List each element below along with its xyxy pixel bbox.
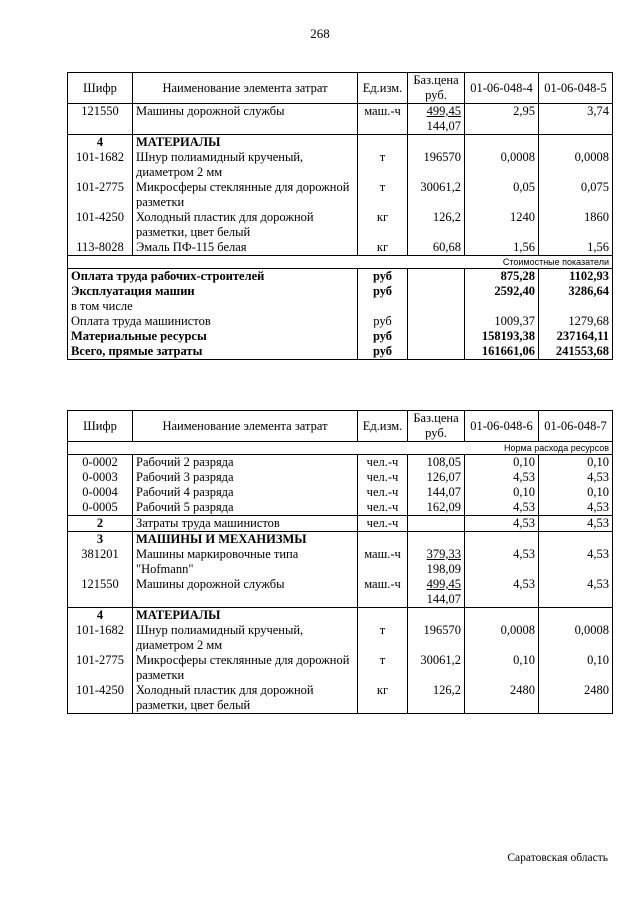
row-value-2 — [539, 532, 613, 548]
summary-price — [408, 284, 465, 299]
summary-value-1: 161661,06 — [465, 344, 539, 360]
header-col-1: 01-06-048-6 — [465, 411, 539, 442]
row-value-1: 2,95 — [465, 104, 539, 135]
table-row — [68, 210, 613, 240]
row-value-2: 4,53 — [539, 470, 613, 485]
row-price: 126,2 — [408, 683, 465, 714]
table-row — [68, 653, 613, 683]
summary-value-2: 241553,68 — [539, 344, 613, 360]
summary-name: Материальные ресурсы — [68, 329, 358, 344]
row-code: 113-8028 — [68, 240, 133, 256]
row-code: 101-2775 — [68, 180, 133, 210]
row-name: Шнур полиамидный крученый, диаметром 2 мм — [133, 150, 358, 180]
row-unit: маш.-ч — [358, 577, 408, 608]
table-row — [68, 150, 613, 180]
row-code: 381201 — [68, 547, 133, 577]
summary-unit: руб — [358, 344, 408, 360]
row-value-1: 0,0008 — [465, 623, 539, 653]
header-col-1: 01-06-048-4 — [465, 73, 539, 104]
row-name: МАТЕРИАЛЫ — [133, 608, 358, 624]
row-unit: т — [358, 150, 408, 180]
row-code: 4 — [68, 608, 133, 624]
row-value-2: 4,53 — [539, 516, 613, 532]
row-value-2: 0,075 — [539, 180, 613, 210]
row-value-2: 2480 — [539, 683, 613, 714]
table-row — [68, 180, 613, 210]
table-row — [68, 455, 613, 471]
row-name: Холодный пластик для дорожной разметки, цвет белый — [133, 683, 358, 714]
header-code: Шифр — [68, 73, 133, 104]
summary-name: Всего, прямые затраты — [68, 344, 358, 360]
row-value-1: 0,10 — [465, 485, 539, 500]
header-price: Баз.цена руб. — [408, 411, 465, 442]
summary-row — [68, 314, 613, 329]
header-col-2: 01-06-048-5 — [539, 73, 613, 104]
summary-value-1: 875,28 — [465, 269, 539, 285]
row-name: Затраты труда машинистов — [133, 516, 358, 532]
row-name: Шнур полиамидный крученый, диаметром 2 мм — [133, 623, 358, 653]
row-price: 126,07 — [408, 470, 465, 485]
summary-name: Оплата труда машинистов — [68, 314, 358, 329]
summary-price — [408, 314, 465, 329]
summary-value-2: 237164,11 — [539, 329, 613, 344]
row-value-1: 4,53 — [465, 500, 539, 516]
price-secondary: 144,07 — [426, 119, 461, 133]
row-price: 60,68 — [408, 240, 465, 256]
row-value-2 — [539, 608, 613, 624]
page-number: 268 — [310, 26, 330, 41]
row-unit: кг — [358, 210, 408, 240]
caption-row — [68, 256, 613, 269]
price-secondary: 144,07 — [426, 592, 461, 606]
row-name: Машины дорожной службы — [133, 104, 358, 135]
row-code: 101-4250 — [68, 210, 133, 240]
row-unit — [358, 532, 408, 548]
row-value-2: 0,10 — [539, 653, 613, 683]
row-value-1: 4,53 — [465, 516, 539, 532]
header-price: Баз.цена руб. — [408, 73, 465, 104]
row-price: 126,2 — [408, 210, 465, 240]
table-row — [68, 500, 613, 516]
header-code: Шифр — [68, 411, 133, 442]
row-value-2: 1,56 — [539, 240, 613, 256]
row-code: 2 — [68, 516, 133, 532]
price-value: 499,45 — [426, 104, 461, 118]
row-code: 101-1682 — [68, 150, 133, 180]
caption-cost-indicators: Стоимостные показатели — [465, 256, 613, 269]
row-unit: чел.-ч — [358, 516, 408, 532]
row-code: 101-1682 — [68, 623, 133, 653]
row-value-2: 0,0008 — [539, 623, 613, 653]
cost-table-2 — [67, 410, 613, 714]
summary-row — [68, 269, 613, 285]
caption-spacer — [68, 442, 465, 455]
row-unit: чел.-ч — [358, 485, 408, 500]
table-row — [68, 104, 613, 135]
row-value-1: 2480 — [465, 683, 539, 714]
summary-row — [68, 344, 613, 360]
row-name: Рабочий 3 разряда — [133, 470, 358, 485]
row-price: 144,07 — [408, 485, 465, 500]
table-row — [68, 683, 613, 714]
row-value-2: 0,10 — [539, 485, 613, 500]
summary-unit: руб — [358, 284, 408, 299]
row-code: 121550 — [68, 577, 133, 608]
row-name: Машины маркировочные типа "Hofmann" — [133, 547, 358, 577]
row-code: 121550 — [68, 104, 133, 135]
summary-price — [408, 269, 465, 285]
table-row — [68, 485, 613, 500]
caption-row — [68, 442, 613, 455]
row-code: 0-0005 — [68, 500, 133, 516]
row-value-2: 4,53 — [539, 547, 613, 577]
row-value-2: 0,0008 — [539, 150, 613, 180]
table-row — [68, 547, 613, 577]
row-name: Рабочий 5 разряда — [133, 500, 358, 516]
row-code: 0-0003 — [68, 470, 133, 485]
row-price — [408, 547, 465, 577]
summary-value-2: 3286,64 — [539, 284, 613, 299]
summary-value-1 — [465, 299, 539, 314]
row-name: Рабочий 4 разряда — [133, 485, 358, 500]
cost-table-1 — [67, 72, 613, 360]
row-code: 4 — [68, 135, 133, 151]
row-code: 0-0002 — [68, 455, 133, 471]
row-value-1: 4,53 — [465, 547, 539, 577]
row-name: Машины дорожной службы — [133, 577, 358, 608]
row-value-1: 4,53 — [465, 470, 539, 485]
row-price — [408, 577, 465, 608]
table-row — [68, 470, 613, 485]
summary-unit: руб — [358, 269, 408, 285]
summary-unit: руб — [358, 314, 408, 329]
row-price: 162,09 — [408, 500, 465, 516]
row-value-1: 4,53 — [465, 577, 539, 608]
row-name: Микросферы стеклянные для дорожной разметки — [133, 653, 358, 683]
summary-value-1: 158193,38 — [465, 329, 539, 344]
row-value-1 — [465, 135, 539, 151]
row-value-2: 1860 — [539, 210, 613, 240]
row-price — [408, 608, 465, 624]
summary-price — [408, 344, 465, 360]
row-price: 196570 — [408, 623, 465, 653]
row-name: Микросферы стеклянные для дорожной разметки — [133, 180, 358, 210]
row-value-1: 1240 — [465, 210, 539, 240]
price-secondary: 198,09 — [426, 562, 461, 576]
row-name: Эмаль ПФ-115 белая — [133, 240, 358, 256]
row-value-1: 0,05 — [465, 180, 539, 210]
summary-price — [408, 299, 465, 314]
section-row — [68, 532, 613, 548]
row-value-2: 4,53 — [539, 577, 613, 608]
row-value-1 — [465, 608, 539, 624]
row-unit: кг — [358, 683, 408, 714]
row-price: 108,05 — [408, 455, 465, 471]
row-unit: маш.-ч — [358, 104, 408, 135]
table-row — [68, 577, 613, 608]
summary-name: в том числе — [68, 299, 358, 314]
summary-value-2: 1102,93 — [539, 269, 613, 285]
row-price — [408, 135, 465, 151]
summary-name: Эксплуатация машин — [68, 284, 358, 299]
region-footer: Саратовская область — [507, 852, 608, 864]
row-unit — [358, 135, 408, 151]
header-name: Наименование элемента затрат — [133, 411, 358, 442]
row-value-2: 4,53 — [539, 500, 613, 516]
summary-value-2: 1279,68 — [539, 314, 613, 329]
row-unit: чел.-ч — [358, 455, 408, 471]
row-value-2: 3,74 — [539, 104, 613, 135]
row-unit: кг — [358, 240, 408, 256]
summary-unit — [358, 299, 408, 314]
row-name: МАТЕРИАЛЫ — [133, 135, 358, 151]
summary-value-2 — [539, 299, 613, 314]
summary-row — [68, 284, 613, 299]
row-price — [408, 104, 465, 135]
row-unit — [358, 608, 408, 624]
row-name: МАШИНЫ И МЕХАНИЗМЫ — [133, 532, 358, 548]
row-unit: маш.-ч — [358, 547, 408, 577]
row-unit: т — [358, 653, 408, 683]
header-unit: Ед.изм. — [358, 411, 408, 442]
summary-name: Оплата труда рабочих-строителей — [68, 269, 358, 285]
row-value-2 — [539, 135, 613, 151]
header-name: Наименование элемента затрат — [133, 73, 358, 104]
table-row — [68, 623, 613, 653]
row-unit: т — [358, 623, 408, 653]
summary-row — [68, 329, 613, 344]
row-price: 30061,2 — [408, 180, 465, 210]
summary-value-1: 2592,40 — [465, 284, 539, 299]
row-price — [408, 532, 465, 548]
summary-unit: руб — [358, 329, 408, 344]
price-value: 499,45 — [426, 577, 461, 591]
section-row — [68, 608, 613, 624]
section-row — [68, 135, 613, 151]
row-price: 30061,2 — [408, 653, 465, 683]
row-value-1: 0,0008 — [465, 150, 539, 180]
caption-resource-norms: Норма расхода ресурсов — [465, 442, 613, 455]
row-unit: чел.-ч — [358, 500, 408, 516]
row-name: Холодный пластик для дорожной разметки, цвет белый — [133, 210, 358, 240]
summary-value-1: 1009,37 — [465, 314, 539, 329]
row-price: 196570 — [408, 150, 465, 180]
row-price — [408, 516, 465, 532]
row-code: 101-4250 — [68, 683, 133, 714]
row-unit: т — [358, 180, 408, 210]
table-row — [68, 240, 613, 256]
price-value: 379,33 — [426, 547, 461, 561]
row-code: 101-2775 — [68, 653, 133, 683]
row-value-2: 0,10 — [539, 455, 613, 471]
header-unit: Ед.изм. — [358, 73, 408, 104]
row-value-1: 0,10 — [465, 455, 539, 471]
summary-price — [408, 329, 465, 344]
summary-row — [68, 299, 613, 314]
row-value-1: 1,56 — [465, 240, 539, 256]
row-name: Рабочий 2 разряда — [133, 455, 358, 471]
table-row — [68, 516, 613, 532]
header-col-2: 01-06-048-7 — [539, 411, 613, 442]
row-value-1 — [465, 532, 539, 548]
caption-spacer — [68, 256, 465, 269]
row-code: 3 — [68, 532, 133, 548]
row-code: 0-0004 — [68, 485, 133, 500]
row-value-1: 0,10 — [465, 653, 539, 683]
row-unit: чел.-ч — [358, 470, 408, 485]
